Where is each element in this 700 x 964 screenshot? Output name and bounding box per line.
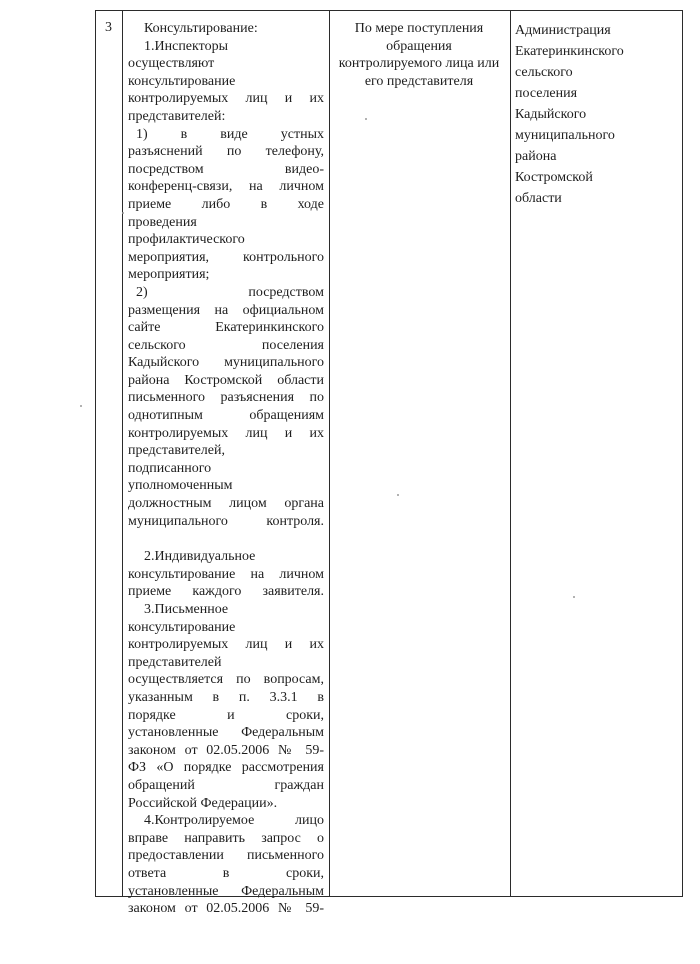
scan-speck xyxy=(573,596,575,598)
description-line: муниципального контроля. xyxy=(128,513,324,529)
description-line: осуществляют xyxy=(128,56,215,72)
scan-speck xyxy=(397,494,399,496)
description-line: уполномоченным xyxy=(128,478,233,494)
description-line: законом от 02.05.2006 № 59- xyxy=(128,901,324,917)
table-border-col1 xyxy=(122,11,123,896)
period-line: контролируемого лица или xyxy=(338,56,500,71)
description-line: сельского поселения xyxy=(128,337,324,353)
scan-speck xyxy=(365,118,367,120)
description-line: Консультирование: xyxy=(144,21,258,36)
responsible-line: Костромской xyxy=(515,170,593,185)
description-line: 4.Контролируемое лицо xyxy=(144,813,324,829)
description-line: контролируемых лиц и их xyxy=(128,637,324,653)
period-line: По мере поступления xyxy=(354,21,484,36)
description-line: 1.Инспекторы xyxy=(144,38,228,54)
description-line: подписанного xyxy=(128,460,212,476)
description-line: контролируемых лиц и их xyxy=(128,91,324,107)
description-line: приеме либо в ходе xyxy=(128,196,324,212)
table-border-left xyxy=(95,11,96,896)
table-border-right xyxy=(682,11,683,896)
description-line: посредством видео- xyxy=(128,161,324,177)
description-line: установленные Федеральным xyxy=(128,883,324,899)
description-line: профилактического xyxy=(128,232,245,248)
description-line: порядке и сроки, xyxy=(128,707,324,723)
description-line: установленные Федеральным xyxy=(128,725,324,741)
description-line: 1) в виде устных xyxy=(136,126,324,142)
description-line: законом от 02.05.2006 № 59- xyxy=(128,742,324,758)
description-line: представителей xyxy=(128,654,222,670)
description-line: консультирование на личном xyxy=(128,566,324,582)
table-border-col3 xyxy=(510,11,511,896)
description-line: вправе направить запрос о xyxy=(128,830,324,846)
description-line: представителей: xyxy=(128,108,226,124)
description-line: представителей, xyxy=(128,443,225,459)
responsible-line: Администрация xyxy=(515,23,611,38)
implementation-period xyxy=(333,20,505,90)
description-line: консультирование xyxy=(128,619,236,635)
period-line: обращения xyxy=(386,38,452,54)
row-number: 3 xyxy=(105,20,112,35)
description-line: письменного разъяснения по xyxy=(128,390,324,406)
responsible-line: Кадыйского xyxy=(515,107,587,122)
description-line: конференц-связи, на личном xyxy=(128,179,324,195)
description-line: однотипным обращениям xyxy=(128,408,324,424)
responsible-line: области xyxy=(515,191,562,206)
description-line: 2.Индивидуальное xyxy=(144,549,256,565)
description-line: должностным лицом органа xyxy=(128,496,324,512)
description-line: сайте Екатеринкинского xyxy=(128,320,324,336)
description-line xyxy=(128,530,324,548)
description-line: указанным в п. 3.3.1 в xyxy=(128,689,324,705)
responsible-line: района xyxy=(515,149,557,164)
responsible-line: Екатеринкинского xyxy=(515,44,624,59)
responsible-line: муниципального xyxy=(515,128,615,143)
scan-speck xyxy=(80,405,82,407)
description-line: контролируемых лиц и их xyxy=(128,425,324,441)
description-line: района Костромской области xyxy=(128,372,324,388)
description-line: 2) посредством xyxy=(136,284,324,300)
description-line: предоставлении письменного xyxy=(128,848,324,864)
description-line: 3.Письменное xyxy=(144,602,229,617)
description-line: ФЗ «О порядке рассмотрения xyxy=(128,760,324,776)
responsible-line: поселения xyxy=(515,86,578,101)
description-line: проведения xyxy=(128,214,197,230)
description-line: консультирование xyxy=(128,73,236,89)
scan-speck xyxy=(122,212,124,214)
description-line: ответа в сроки, xyxy=(128,865,324,881)
description-line: разъяснений по телефону, xyxy=(128,144,324,160)
responsible-body xyxy=(515,20,675,209)
description-line: мероприятия; xyxy=(128,267,210,283)
description-line: Кадыйского муниципального xyxy=(128,355,324,371)
responsible-line: сельского xyxy=(515,65,573,80)
description-line: осуществляется по вопросам, xyxy=(128,672,324,688)
description-line: Российской Федерации». xyxy=(128,795,278,811)
measure-description xyxy=(128,20,324,918)
period-line: его представителя xyxy=(364,73,474,89)
description-line: мероприятия, контрольного xyxy=(128,249,324,265)
table-border-col2 xyxy=(329,11,330,896)
measures-table xyxy=(95,10,683,917)
description-line: приеме каждого заявителя. xyxy=(128,584,324,600)
description-line: размещения на официальном xyxy=(128,302,324,318)
description-line: обращений граждан xyxy=(128,777,324,793)
